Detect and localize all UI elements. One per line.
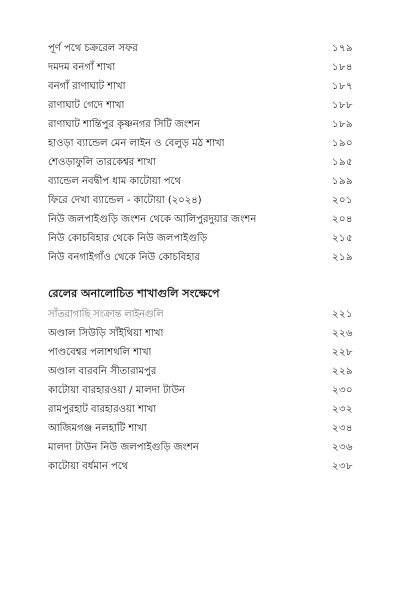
entry-title: অণ্ডাল সিউড়ি সাঁইথিয়া শাখা: [48, 328, 164, 339]
toc-entry: [48, 248, 366, 267]
entry-page-number: ২৩২: [332, 404, 354, 415]
entry-page-number: ১৮৪: [332, 62, 353, 73]
entry-title: আজিমগঞ্জ নলহাটি শাখা: [48, 423, 147, 434]
entry-title: মালদা টাউন নিউ জলপাইগুড়ি জংশন: [48, 442, 199, 453]
toc-entry: [48, 39, 366, 58]
toc-entry: [48, 96, 366, 115]
toc-entry: [48, 77, 366, 96]
toc-entry: [48, 343, 366, 362]
entry-page-number: ১৯৫: [332, 157, 353, 168]
entry-page-number: ২২৯: [332, 366, 353, 377]
toc-entry: [48, 134, 366, 153]
entry-title: রাণাঘাট শান্তিপুর কৃষ্ণনগর সিটি জংশন: [48, 119, 201, 130]
entry-title: হাওড়া ব্যান্ডেল মেন লাইন ও বেলুড় মঠ শাখা: [48, 138, 225, 149]
entry-title: পাণ্ডবেশ্বর পলাশথলি শাখা: [48, 347, 152, 358]
toc-entry: [48, 191, 366, 210]
toc-entry: [48, 58, 366, 77]
entry-page-number: ১৯০: [332, 138, 353, 149]
entry-page-number: ১৭৯: [332, 43, 353, 54]
entry-page-number: ২১৯: [332, 252, 353, 263]
entry-page-number: ১৮৭: [332, 81, 353, 92]
entry-page-number: ২২৬: [332, 328, 354, 339]
entry-page-number: ২২৮: [332, 347, 353, 358]
entry-title: নিউ কোচবিহার থেকে নিউ জলপাইগুড়ি: [48, 233, 208, 244]
toc-entry: [48, 362, 366, 381]
entry-page-number: ২৩০: [332, 385, 354, 396]
toc-entry: [48, 305, 366, 324]
entry-page-number: ২৩৮: [332, 461, 353, 472]
entry-title: ফিরে দেখা ব্যান্ডেল - কাটোয়া (২০২৪): [48, 195, 202, 206]
entry-title: ব্যান্ডেল নবদ্বীপ ধাম কাটোয়া পথে: [48, 176, 182, 187]
entry-title: রাণাঘাট গেদে শাখা: [48, 100, 125, 111]
entry-page-number: ২১৫: [332, 233, 353, 244]
entry-title: পূর্ণ পথে চক্ররেল সফর: [48, 43, 138, 54]
entry-title: নিউ বনগাইগাঁও থেকে নিউ কোচবিহার: [48, 252, 200, 263]
toc-entry: [48, 381, 366, 400]
entry-page-number: ১৮৯: [332, 119, 353, 130]
toc-entry: [48, 400, 366, 419]
entry-page-number: ১৮৮: [332, 100, 353, 111]
entry-title: বনগাঁ রাণাঘাট শাখা: [48, 81, 126, 92]
entry-title: সাঁতরাগাছি সংক্রান্ত লাইনগুলি: [48, 309, 164, 320]
toc-entry: [48, 115, 366, 134]
section-heading: রেলের অনালোচিত শাখাগুলি সংক্ষেপে: [48, 287, 220, 300]
entry-title: দমদম বনগাঁ শাখা: [48, 62, 116, 73]
toc-entry: [48, 457, 366, 476]
table-of-contents: [48, 39, 366, 476]
toc-entry: [48, 172, 366, 191]
entry-title: রামপুরহাট বারহারওয়া শাখা: [48, 404, 157, 415]
entry-page-number: ২০৪: [332, 214, 353, 225]
entry-page-number: ২০১: [332, 195, 353, 206]
entry-title: কাটোয়া বারহারওয়া / মালদা টাউন: [48, 385, 186, 396]
toc-entry: [48, 210, 366, 229]
toc-entry: [48, 229, 366, 248]
entry-page-number: ১৯৯: [332, 176, 353, 187]
toc-entry: [48, 324, 366, 343]
entry-page-number: ২৩৪: [332, 423, 353, 434]
entry-title: নিউ জলপাইগুড়ি জংশন থেকে আলিপুরদুয়ার জংশন: [48, 214, 257, 225]
entry-title: শেওড়াফুলি তারকেশ্বর শাখা: [48, 157, 156, 168]
entry-page-number: ২২১: [332, 309, 353, 320]
toc-entry: [48, 153, 366, 172]
entry-title: কাটোয়া বর্ধমান পথে: [48, 461, 129, 472]
toc-entry: [48, 438, 366, 457]
entry-title: অণ্ডাল বারবনি সীতারামপুর: [48, 366, 157, 377]
entry-page-number: ২৩৬: [332, 442, 354, 453]
toc-entry: [48, 419, 366, 438]
